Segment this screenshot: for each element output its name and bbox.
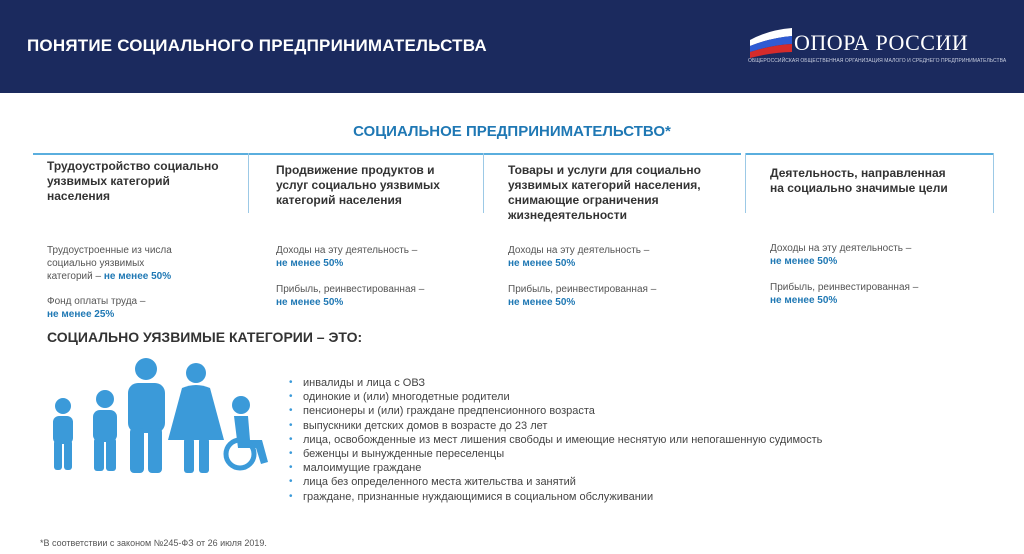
bullet-icon: • <box>289 391 293 403</box>
column-divider <box>746 153 993 155</box>
bullet-icon: • <box>289 476 293 488</box>
list-item: • выпускники детских домов в возрасте до 23 лет <box>289 419 548 432</box>
column-separator <box>993 153 994 213</box>
bullet-icon: • <box>289 433 293 445</box>
list-item: • малоимущие граждане <box>289 462 422 475</box>
vulnerable-categories-title: СОЦИАЛЬНО УЯЗВИМЫЕ КАТЕГОРИИ – ЭТО: <box>47 329 363 345</box>
stat-income: Доходы на эту деятельность – не менее 50% <box>276 245 418 269</box>
stat-payroll: Фонд оплаты труда – не менее 25% <box>47 296 146 320</box>
vulnerable-categories-list <box>287 376 822 504</box>
stat-income: Доходы на эту деятельность – не менее 50% <box>770 243 912 267</box>
column-divider <box>494 153 741 155</box>
bullet-icon: • <box>289 462 293 474</box>
list-item: • лица, освобожденные из мест лишения свободы и имеющие неснятую или непогашенную судимость <box>289 433 823 446</box>
column-heading: Товары и услуги для социально уязвимых категорий населения, снимающие ограничения жизнедеятельности <box>508 163 701 222</box>
list-item: • одинокие и (или) многодетные родители <box>289 391 510 404</box>
section-main-title: СОЦИАЛЬНОЕ ПРЕДПРИНИМАТЕЛЬСТВО* <box>353 123 671 140</box>
list-item: • беженцы и вынужденные переселенцы <box>289 448 505 461</box>
bullet-icon: • <box>289 490 293 502</box>
list-item: • инвалиды и лица с ОВЗ <box>289 377 425 389</box>
column-separator <box>745 153 746 213</box>
stat-profit: Прибыль, реинвестированная – не менее 50% <box>276 284 425 308</box>
bullet-icon: • <box>289 448 293 460</box>
logo-name: ОПОРА РОССИИ <box>794 30 969 55</box>
family-and-wheelchair-icon <box>48 358 274 474</box>
stat-profit: Прибыль, реинвестированная – не менее 50% <box>770 282 919 306</box>
stat-income: Доходы на эту деятельность – не менее 50% <box>508 245 650 269</box>
header-bar <box>0 0 1024 93</box>
column-separator <box>483 153 484 213</box>
stat-profit: Прибыль, реинвестированная – не менее 50% <box>508 284 657 308</box>
column-heading: Деятельность, направленная на социально значимые цели <box>770 166 948 195</box>
column-heading: Продвижение продуктов и услуг социально уязвимых категорий населения <box>276 163 440 207</box>
page-title: ПОНЯТИЕ СОЦИАЛЬНОГО ПРЕДПРИНИМАТЕЛЬСТВА <box>27 36 487 55</box>
column-heading: Трудоустройство социально уязвимых категорий населения <box>47 159 219 203</box>
list-item: • граждане, признанные нуждающимися в социальном обслуживании <box>289 490 654 503</box>
bullet-icon: • <box>289 377 293 388</box>
russian-flag-logo-icon <box>748 28 794 58</box>
column-divider <box>262 153 509 155</box>
bullet-icon: • <box>289 419 293 431</box>
logo-subtitle: ОБЩЕРОССИЙСКАЯ ОБЩЕСТВЕННАЯ ОРГАНИЗАЦИЯ МАЛОГО И СРЕДНЕГО ПРЕДПРИНИМАТЕЛЬСТВА <box>748 58 1007 64</box>
footnote: *В соответствии с законом №245-ФЗ от 26 июля 2019. <box>40 538 267 548</box>
stat-employment: Трудоустроенные из числа социально уязвимых категорий – не менее 50% <box>47 245 172 282</box>
logo <box>748 18 1007 68</box>
list-item: • лица без определенного места жительства и занятий <box>289 476 576 489</box>
list-item: • пенсионеры и (или) граждане предпенсионного возраста <box>289 405 595 418</box>
column-separator <box>248 153 249 213</box>
bullet-icon: • <box>289 405 293 417</box>
column-divider <box>33 153 280 155</box>
